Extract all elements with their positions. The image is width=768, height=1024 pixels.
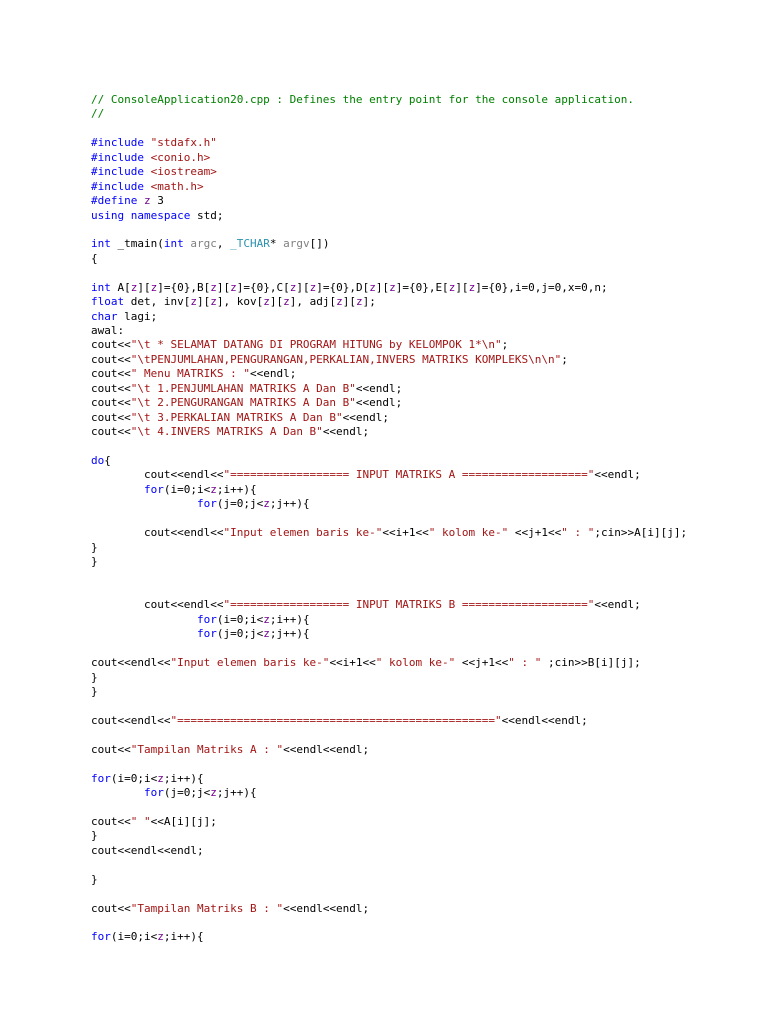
code-token-plain (137, 194, 144, 207)
code-line (91, 483, 761, 497)
code-line (91, 310, 761, 324)
code-token-plain: (i=0;i< (110, 930, 158, 944)
code-token-plain: 3 (150, 194, 164, 208)
code-token-macro: z (289, 280, 297, 294)
code-token-plain: ;j++){ (269, 627, 310, 641)
code-token-plain: <<j+1<< (455, 656, 509, 670)
code-token-plain: cout<< (91, 425, 131, 439)
code-token-plain: A[ (110, 280, 131, 294)
code-token-macro: z (309, 280, 317, 294)
code-line (91, 512, 761, 526)
code-token-macro: z (448, 280, 456, 294)
code-token-macro: z (230, 280, 237, 294)
code-token-plain: cout<< (91, 381, 131, 395)
code-line (91, 454, 761, 468)
code-token-plain: ;i++){ (163, 930, 204, 944)
code-token-keyword: for (196, 627, 217, 641)
code-token-plain: cout<< (91, 410, 131, 424)
code-token-macro: z (263, 497, 270, 511)
code-line (91, 440, 761, 454)
code-token-plain: ;cin>>A[i][j]; (594, 526, 688, 540)
code-token-macro: z (157, 771, 164, 785)
code-token-string: <conio.h> (150, 150, 211, 164)
code-token-plain: ;i++){ (269, 612, 310, 626)
code-token-plain: ;j++){ (269, 497, 310, 511)
code-line (91, 497, 761, 511)
code-token-macro: z (263, 627, 270, 641)
code-line (91, 382, 761, 396)
code-token-macro: z (210, 786, 217, 799)
code-token-keyword: do (91, 453, 105, 467)
code-token-macro: z (468, 280, 476, 294)
code-token-plain: <<i+1<< (329, 656, 376, 670)
code-line (91, 295, 761, 309)
code-token-plain: <<endl; (342, 410, 390, 424)
code-token-plain (91, 786, 144, 799)
code-line (91, 656, 761, 670)
code-token-plain: <<i+1<< (382, 526, 429, 540)
code-line (91, 930, 761, 944)
code-line (91, 223, 761, 237)
code-line (91, 887, 761, 901)
code-line (91, 266, 761, 280)
code-line (91, 743, 761, 757)
code-token-type: _TCHAR (230, 237, 270, 251)
code-token-plain: ][ (137, 280, 151, 294)
code-token-plain: <<endl<<endl; (283, 901, 370, 915)
code-line (91, 714, 761, 728)
code-token-macro: z (263, 612, 270, 626)
code-token-macro: z (210, 295, 217, 309)
code-line (91, 367, 761, 381)
code-token-plain: cout<<endl<< (91, 526, 224, 540)
code-token-plain: ;j++){ (216, 786, 257, 799)
code-token-plain: cout<< (91, 814, 131, 828)
code-token-plain: []) (309, 237, 330, 251)
code-token-string: "Tampilan Matriks A : " (130, 742, 284, 756)
code-line (91, 815, 761, 829)
code-token-keyword: #include (91, 136, 144, 150)
code-token-plain: ][ (296, 280, 310, 294)
code-token-string: <iostream> (150, 165, 217, 179)
code-token-string: " : " (561, 526, 595, 540)
code-token-string: "================== INPUT MATRIKS A ===================" (223, 468, 595, 482)
code-token-plain: cout<<endl<<endl; (91, 843, 204, 857)
code-line (91, 324, 761, 338)
code-line (91, 555, 761, 569)
code-token-plain: <<j+1<< (508, 526, 562, 540)
code-token-plain (144, 165, 151, 178)
code-token-plain: } (91, 872, 98, 886)
code-token-plain: ; (561, 352, 568, 366)
code-token-plain: cout<< (91, 396, 131, 410)
code-line (91, 180, 761, 194)
code-token-keyword: for (91, 930, 111, 944)
code-token-macro: z (389, 280, 396, 294)
code-line (91, 237, 761, 251)
code-line (91, 252, 761, 266)
code-token-plain: cout<< (91, 901, 131, 915)
code-token-plain: } (91, 555, 98, 568)
code-token-plain: ;cin>>B[i][j]; (541, 656, 641, 670)
code-token-macro: z (210, 482, 217, 496)
code-line (91, 209, 761, 223)
code-line (91, 122, 761, 136)
code-line (91, 772, 761, 786)
code-line (91, 569, 761, 583)
code-line (91, 411, 761, 425)
code-token-plain: <<endl; (322, 425, 370, 439)
code-token-keyword: for (143, 482, 164, 496)
code-token-comment: // (91, 107, 105, 121)
code-line (91, 526, 761, 540)
code-token-macro: z (355, 295, 363, 309)
code-token-keyword: for (196, 497, 217, 511)
code-token-plain: ][ (455, 280, 469, 294)
code-token-macro: z (369, 280, 376, 294)
code-token-plain: cout<<endl<< (91, 713, 171, 727)
code-token-string: "Input elemen baris ke-" (170, 656, 330, 670)
code-line (91, 757, 761, 771)
code-token-plain: _tmain( (110, 237, 164, 251)
code-token-plain (91, 613, 197, 626)
code-token-macro: z (150, 280, 158, 294)
code-token-string: "\tPENJUMLAHAN,PENGURANGAN,PERKALIAN,INVERS MATRIKS KOMPLEKS\n\n" (130, 352, 562, 366)
code-token-string: <math.h> (150, 179, 204, 193)
code-token-plain: (i=0;i< (110, 771, 158, 785)
code-token-plain: cout<< (91, 338, 131, 352)
code-token-string: "Input elemen baris ke-" (223, 526, 383, 540)
code-token-keyword: char (91, 309, 118, 323)
code-token-plain (144, 180, 151, 193)
code-token-plain: (j=0;j< (163, 786, 211, 799)
code-token-plain (144, 151, 151, 164)
code-line (91, 858, 761, 872)
code-token-plain: ;i++){ (163, 771, 204, 785)
code-token-param: argv (283, 237, 310, 251)
code-token-plain: } (91, 684, 98, 698)
code-line (91, 136, 761, 150)
code-token-keyword: int (163, 237, 184, 251)
code-token-plain (91, 483, 144, 496)
code-token-plain: <<A[i][j]; (150, 814, 217, 828)
code-line (91, 829, 761, 843)
code-line (91, 425, 761, 439)
code-token-string: " Menu MATRIKS : " (130, 367, 250, 381)
code-token-plain: ]={0},D[ (316, 280, 370, 294)
code-line (91, 613, 761, 627)
code-line (91, 584, 761, 598)
code-token-plain: , (216, 237, 231, 251)
code-token-plain: ]={0},E[ (395, 280, 449, 294)
code-token-keyword: float (91, 295, 125, 309)
code-line (91, 800, 761, 814)
code-line (91, 873, 761, 887)
code-token-keyword: namespace (130, 208, 191, 222)
code-token-plain: cout<< (91, 742, 131, 756)
code-line (91, 728, 761, 742)
code-token-string: " : " (508, 656, 542, 670)
code-line (91, 151, 761, 165)
code-token-string: "Tampilan Matriks B : " (130, 901, 284, 915)
code-token-plain: (i=0;i< (216, 612, 264, 626)
code-token-keyword: #define (91, 194, 138, 208)
code-token-string: " kolom ke-" (428, 526, 509, 540)
code-token-keyword: for (91, 771, 111, 785)
code-token-plain (91, 497, 197, 510)
code-token-plain: awal: (91, 324, 125, 337)
code-token-keyword: using (91, 208, 125, 222)
code-token-macro: z (283, 295, 290, 309)
code-token-plain: ][ (342, 295, 356, 309)
code-line (91, 598, 761, 612)
code-token-macro: z (157, 930, 164, 944)
code-line (91, 916, 761, 930)
code-token-plain: ]={0},C[ (236, 280, 290, 294)
code-token-plain: <<endl; (594, 468, 641, 482)
code-token-keyword: for (196, 612, 217, 626)
code-token-macro: z (143, 194, 151, 208)
code-token-macro: z (190, 295, 197, 309)
code-token-plain: (i=0;i< (163, 482, 211, 496)
code-token-plain: cout<< (91, 352, 131, 366)
code-line (91, 281, 761, 295)
code-token-keyword: int (91, 237, 111, 251)
code-token-plain: ]={0},i=0,j=0,x=0,n; (475, 280, 608, 294)
code-token-keyword: for (143, 786, 164, 799)
code-token-macro: z (336, 295, 343, 309)
code-token-plain (91, 627, 197, 640)
code-token-plain: cout<<endl<< (91, 598, 224, 612)
code-token-macro: z (210, 280, 217, 294)
code-token-string: "\t 1.PENJUMLAHAN MATRIKS A Dan B" (130, 381, 356, 395)
code-line (91, 165, 761, 179)
code-line (91, 396, 761, 410)
code-token-string: "\t * SELAMAT DATANG DI PROGRAM HITUNG by KELOMPOK 1*\n" (130, 338, 502, 352)
code-token-plain: ; (501, 338, 509, 352)
code-listing (91, 93, 761, 945)
code-line (91, 844, 761, 858)
code-token-plain: <<endl; (249, 367, 297, 381)
code-line (91, 107, 761, 121)
code-token-plain: cout<< (91, 367, 131, 381)
code-token-plain: * (269, 237, 284, 251)
code-token-string: "stdafx.h" (150, 136, 217, 150)
code-line (91, 685, 761, 699)
code-line (91, 642, 761, 656)
code-token-param: argc (190, 237, 217, 251)
code-token-keyword: #include (91, 150, 144, 164)
code-token-string: " kolom ke-" (375, 656, 456, 670)
code-token-plain: ;i++){ (216, 482, 257, 496)
code-token-string: "\t 2.PENGURANGAN MATRIKS A Dan B" (130, 396, 356, 410)
code-token-macro: z (130, 280, 138, 294)
code-token-plain: } (91, 540, 98, 554)
code-line (91, 338, 761, 352)
code-line (91, 353, 761, 367)
code-token-plain: ][ (375, 280, 390, 294)
code-token-plain: ]; (362, 295, 376, 309)
code-line (91, 671, 761, 685)
code-token-plain: (j=0;j< (216, 627, 264, 641)
code-token-macro: z (263, 295, 270, 309)
code-token-plain: ][ (269, 295, 284, 309)
code-token-plain: <<endl; (355, 381, 403, 395)
code-line (91, 699, 761, 713)
code-token-plain: lagi; (117, 309, 158, 323)
code-line (91, 786, 761, 800)
code-token-plain: <<endl; (594, 598, 641, 612)
code-token-plain: <<endl<<endl; (501, 713, 588, 727)
code-token-plain: { (104, 453, 111, 467)
code-token-string: "================================================" (170, 713, 502, 727)
code-token-plain: std; (190, 208, 224, 222)
code-token-plain: ][ (216, 280, 231, 294)
code-token-keyword: #include (91, 179, 144, 193)
code-line (91, 468, 761, 482)
code-token-string: "================== INPUT MATRIKS B ===================" (223, 598, 595, 612)
code-token-plain: (j=0;j< (216, 497, 264, 511)
code-line (91, 902, 761, 916)
code-token-plain: ][ (196, 295, 211, 309)
code-token-plain: } (91, 670, 98, 684)
code-token-plain (144, 136, 151, 149)
code-line (91, 627, 761, 641)
code-token-plain: } (91, 829, 98, 843)
code-token-keyword: int (91, 280, 111, 294)
code-token-plain: ], kov[ (216, 295, 264, 309)
code-line (91, 93, 761, 107)
code-line (91, 194, 761, 208)
code-token-plain: <<endl<<endl; (283, 742, 370, 756)
code-token-string: "\t 3.PERKALIAN MATRIKS A Dan B" (130, 410, 343, 424)
code-token-plain: ], adj[ (289, 295, 337, 309)
code-token-plain: cout<<endl<< (91, 468, 224, 482)
code-token-string: " " (130, 814, 151, 828)
code-token-plain: det, inv[ (124, 295, 191, 309)
code-token-plain: { (91, 251, 98, 265)
code-token-keyword: #include (91, 165, 144, 179)
code-token-plain: cout<<endl<< (91, 656, 171, 670)
code-token-plain: <<endl; (355, 396, 403, 410)
code-token-plain (124, 209, 131, 222)
code-token-plain: ]={0},B[ (157, 280, 211, 294)
code-token-comment: // ConsoleApplication20.cpp : Defines the entry point for the console application. (91, 93, 635, 106)
code-line (91, 541, 761, 555)
code-token-string: "\t 4.INVERS MATRIKS A Dan B" (130, 425, 323, 439)
